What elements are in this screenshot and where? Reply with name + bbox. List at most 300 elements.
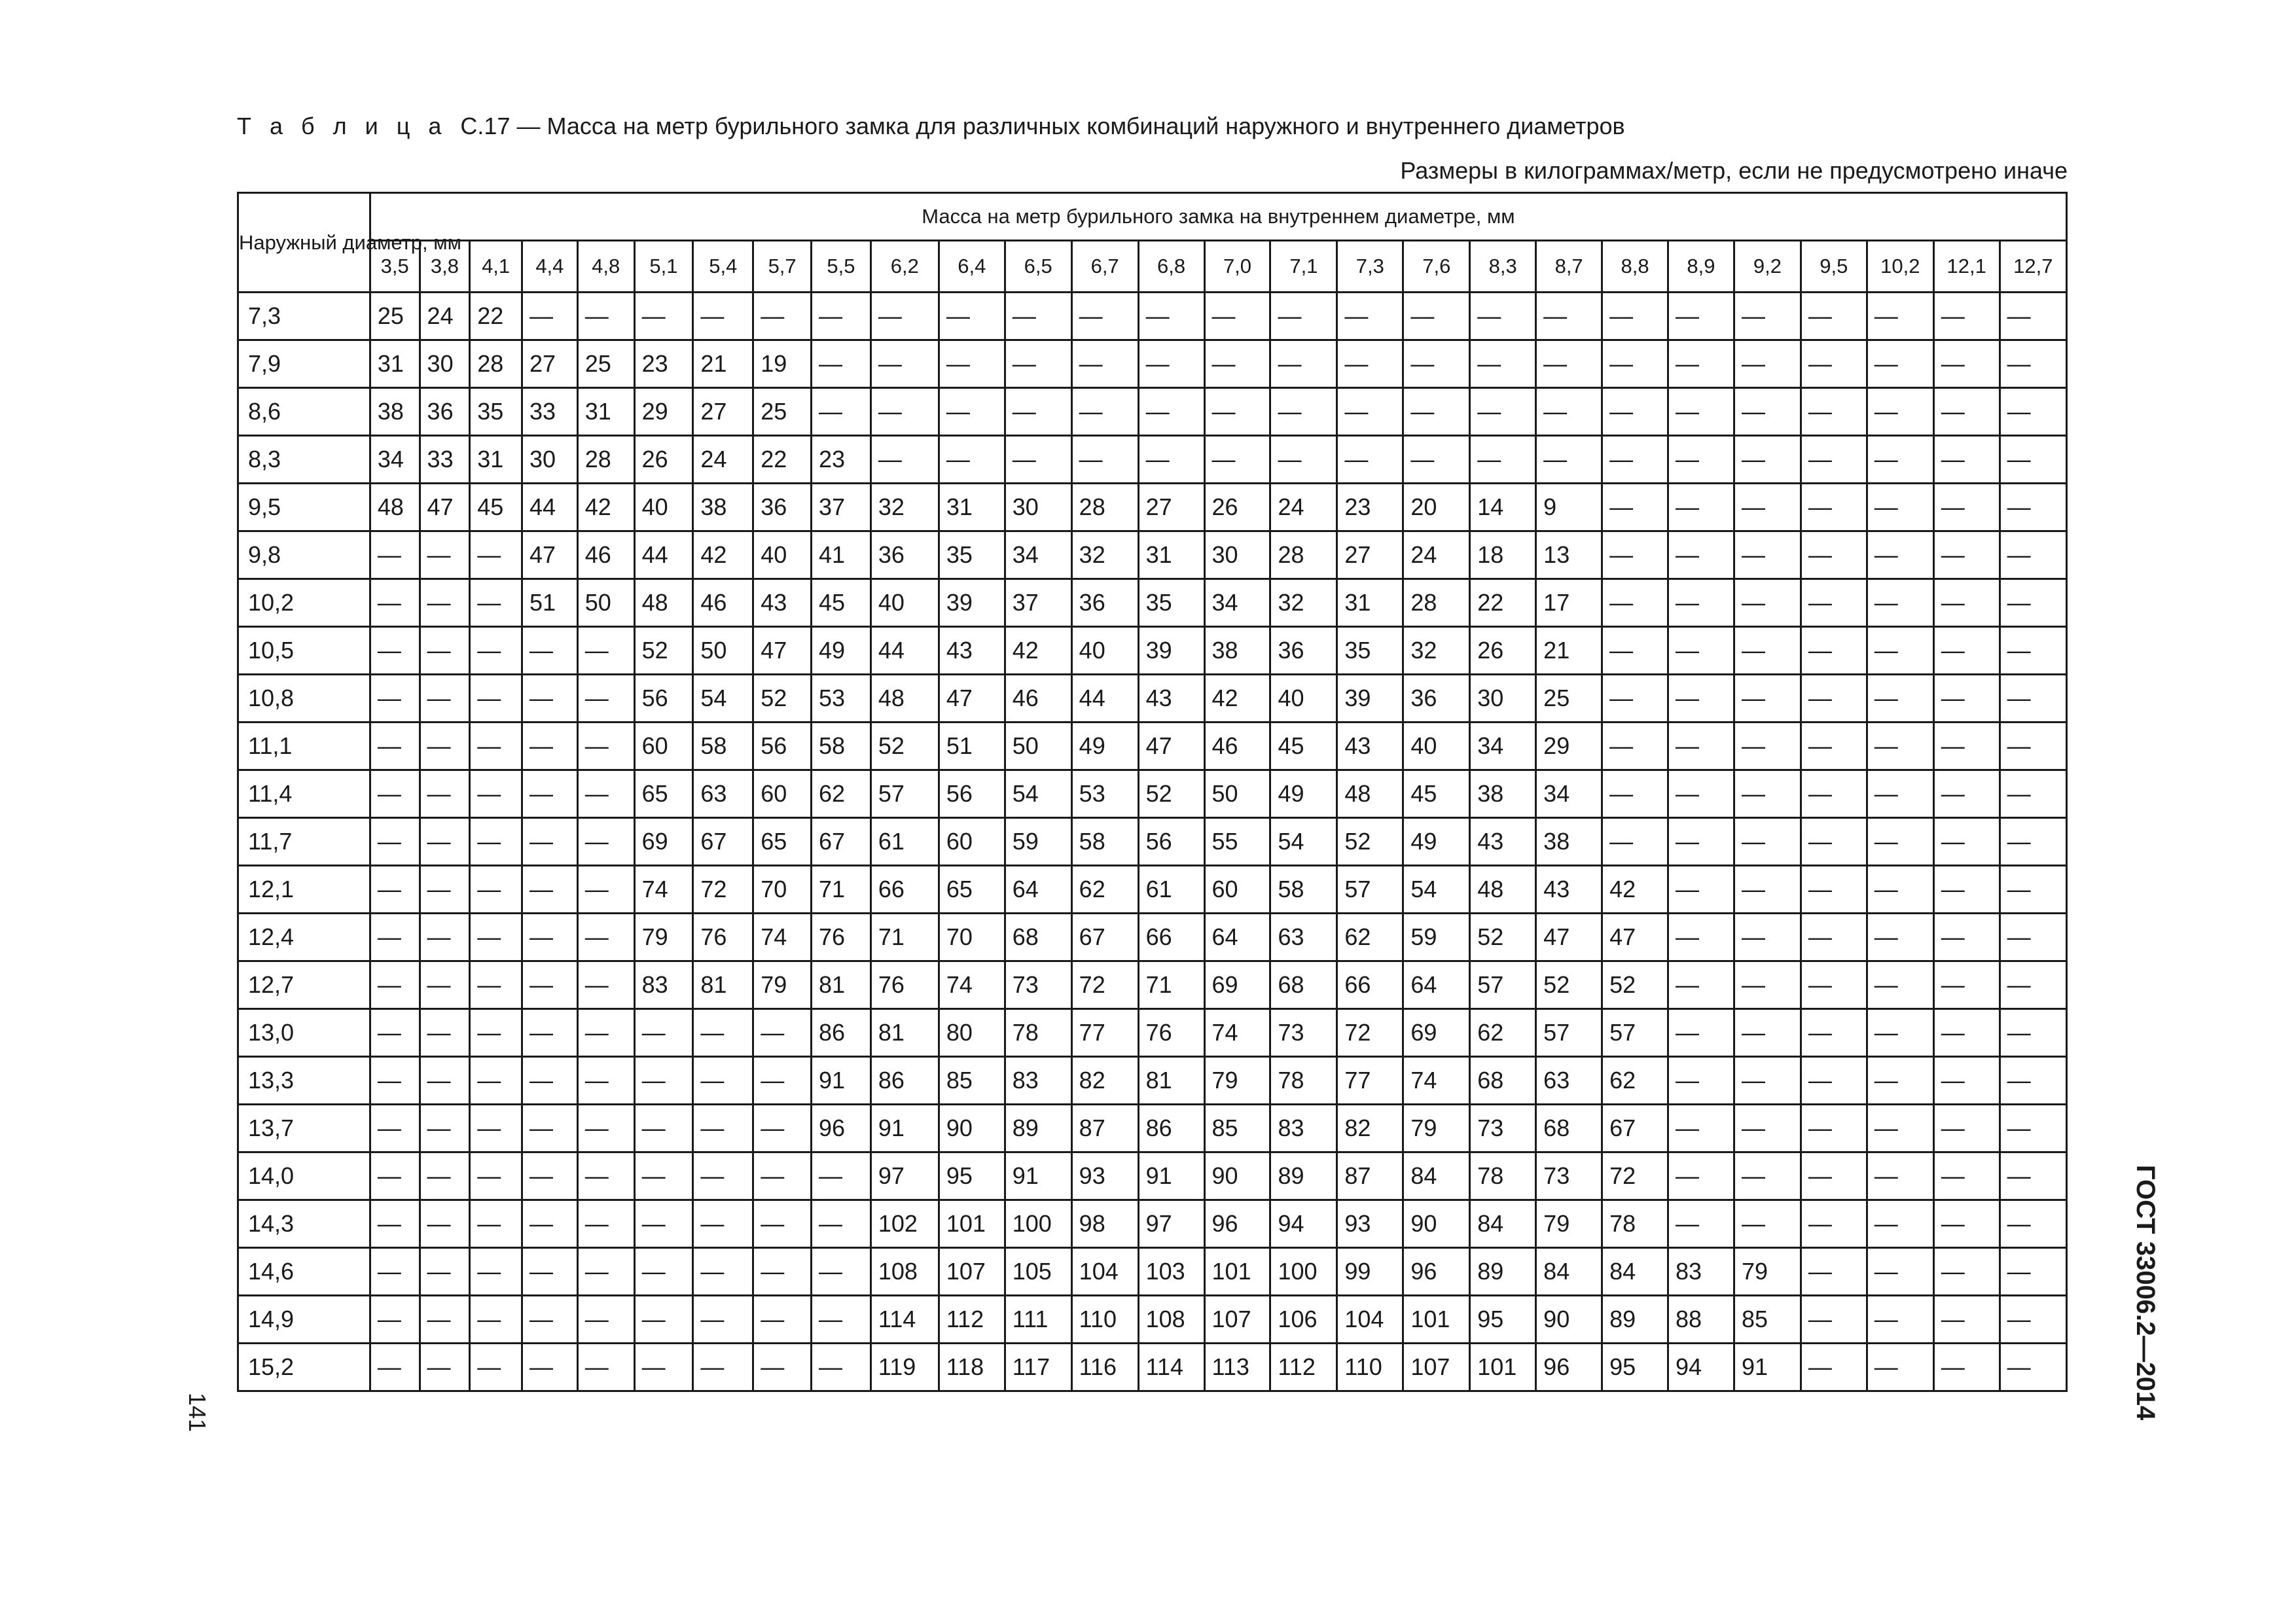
mass-cell: — [1138, 340, 1204, 388]
mass-cell: 73 [1270, 1009, 1337, 1057]
mass-cell: 62 [1602, 1057, 1668, 1105]
mass-cell: — [522, 961, 577, 1009]
mass-cell: — [1933, 1105, 2000, 1152]
mass-cell: 25 [1536, 675, 1602, 722]
mass-cell: 107 [939, 1248, 1005, 1296]
mass-cell: 72 [1337, 1009, 1403, 1057]
mass-cell: — [2000, 627, 2066, 675]
mass-cell: — [370, 675, 420, 722]
mass-cell: 52 [870, 722, 939, 770]
group-header: Масса на метр бурильного замка на внутреннем диаметре, мм [370, 193, 2066, 241]
mass-cell: 36 [753, 484, 812, 531]
mass-cell: — [870, 388, 939, 436]
mass-cell: — [1933, 866, 2000, 914]
mass-cell: 79 [753, 961, 812, 1009]
mass-cell: — [2000, 1248, 2066, 1296]
mass-cell: 55 [1204, 818, 1270, 866]
mass-cell: — [420, 1152, 470, 1200]
table-row [238, 770, 2067, 818]
mass-cell: — [1734, 1200, 1801, 1248]
mass-cell: 33 [522, 388, 577, 436]
mass-cell: 22 [1470, 579, 1536, 627]
mass-cell: 49 [1270, 770, 1337, 818]
column-header: 4,4 [522, 241, 577, 293]
mass-cell: — [577, 722, 634, 770]
mass-cell: — [470, 1344, 522, 1391]
outer-diameter-cell: 10,8 [238, 675, 370, 722]
mass-cell: 86 [1138, 1105, 1204, 1152]
mass-cell: 96 [1536, 1344, 1602, 1391]
mass-cell: 71 [870, 914, 939, 961]
mass-cell: — [1536, 340, 1602, 388]
mass-cell: — [1867, 1057, 1933, 1105]
mass-cell: — [522, 818, 577, 866]
mass-cell: — [1470, 293, 1536, 340]
mass-cell: — [420, 579, 470, 627]
mass-cell: — [1801, 1200, 1867, 1248]
mass-cell: 34 [1005, 531, 1071, 579]
mass-cell: 32 [870, 484, 939, 531]
mass-cell: — [753, 1057, 812, 1105]
mass-cell: — [2000, 722, 2066, 770]
mass-cell: 113 [1204, 1344, 1270, 1391]
mass-cell: — [2000, 770, 2066, 818]
mass-cell: 117 [1005, 1344, 1071, 1391]
outer-diameter-cell: 12,1 [238, 866, 370, 914]
mass-cell: 23 [1337, 484, 1403, 531]
mass-cell: 39 [1337, 675, 1403, 722]
mass-cell: 52 [1536, 961, 1602, 1009]
mass-cell: 68 [1270, 961, 1337, 1009]
mass-cell: — [2000, 1105, 2066, 1152]
mass-cell: — [1602, 627, 1668, 675]
mass-cell: — [420, 770, 470, 818]
outer-diameter-cell: 10,2 [238, 579, 370, 627]
outer-diameter-cell: 15,2 [238, 1344, 370, 1391]
mass-cell: 59 [1403, 914, 1470, 961]
mass-cell: — [577, 866, 634, 914]
mass-cell: 60 [753, 770, 812, 818]
mass-cell: — [577, 914, 634, 961]
mass-cell: 67 [1071, 914, 1138, 961]
mass-cell: — [634, 1057, 693, 1105]
mass-cell: 24 [693, 436, 753, 484]
mass-cell: 77 [1071, 1009, 1138, 1057]
mass-cell: 38 [693, 484, 753, 531]
mass-cell: — [1801, 866, 1867, 914]
mass-cell: 59 [1005, 818, 1071, 866]
mass-cell: — [522, 1248, 577, 1296]
mass-cell: 29 [1536, 722, 1602, 770]
mass-cell: 52 [1602, 961, 1668, 1009]
mass-cell: 60 [634, 722, 693, 770]
mass-cell: — [1801, 770, 1867, 818]
mass-cell: 46 [577, 531, 634, 579]
table-row [238, 1009, 2067, 1057]
mass-cell: 95 [1602, 1344, 1668, 1391]
mass-cell: 83 [1005, 1057, 1071, 1105]
mass-cell: — [1867, 484, 1933, 531]
mass-cell: 34 [370, 436, 420, 484]
mass-cell: — [522, 293, 577, 340]
mass-cell: 43 [753, 579, 812, 627]
column-header: 5,1 [634, 241, 693, 293]
mass-cell: — [1867, 1009, 1933, 1057]
mass-cell: — [420, 722, 470, 770]
mass-cell: — [1668, 866, 1734, 914]
mass-cell: — [577, 675, 634, 722]
mass-cell: 76 [812, 914, 871, 961]
mass-cell: — [2000, 1296, 2066, 1344]
mass-cell: — [939, 388, 1005, 436]
mass-cell: — [1270, 436, 1337, 484]
mass-cell: — [1204, 388, 1270, 436]
mass-cell: 104 [1071, 1248, 1138, 1296]
mass-cell: 61 [870, 818, 939, 866]
mass-cell: — [1668, 1009, 1734, 1057]
mass-cell: 48 [1470, 866, 1536, 914]
mass-cell: 78 [1470, 1152, 1536, 1200]
column-header: 6,2 [870, 241, 939, 293]
caption-label: Т а б л и ц а [237, 113, 448, 139]
mass-cell: 84 [1602, 1248, 1668, 1296]
mass-cell: — [470, 531, 522, 579]
mass-cell: — [2000, 1057, 2066, 1105]
mass-cell: — [2000, 484, 2066, 531]
mass-cell: — [1071, 340, 1138, 388]
mass-cell: — [870, 340, 939, 388]
mass-cell: 28 [470, 340, 522, 388]
mass-cell: — [1734, 818, 1801, 866]
mass-cell: — [1933, 818, 2000, 866]
column-header: 8,3 [1470, 241, 1536, 293]
outer-diameter-cell: 11,7 [238, 818, 370, 866]
mass-cell: — [812, 1200, 871, 1248]
mass-cell: — [1403, 293, 1470, 340]
mass-cell: — [1734, 388, 1801, 436]
table-row [238, 579, 2067, 627]
table-row [238, 1344, 2067, 1391]
mass-cell: 38 [1204, 627, 1270, 675]
mass-cell: 77 [1337, 1057, 1403, 1105]
mass-cell: — [522, 1152, 577, 1200]
mass-cell: 24 [1270, 484, 1337, 531]
mass-cell: 45 [470, 484, 522, 531]
mass-cell: — [753, 1344, 812, 1391]
mass-cell: 30 [420, 340, 470, 388]
mass-cell: 97 [870, 1152, 939, 1200]
mass-cell: 88 [1668, 1296, 1734, 1344]
mass-cell: — [577, 1009, 634, 1057]
mass-cell: 54 [1005, 770, 1071, 818]
caption-text: С.17 — Масса на метр бурильного замка для различных комбинаций наружного и внутреннего диаметров [460, 113, 1625, 139]
mass-cell: 100 [1005, 1200, 1071, 1248]
mass-cell: 84 [1470, 1200, 1536, 1248]
table-row [238, 1057, 2067, 1105]
mass-cell: 91 [1005, 1152, 1071, 1200]
mass-cell: 67 [812, 818, 871, 866]
mass-cell: — [370, 1296, 420, 1344]
mass-cell: 33 [420, 436, 470, 484]
mass-cell: 67 [1602, 1105, 1668, 1152]
mass-cell: — [1602, 484, 1668, 531]
mass-cell: — [2000, 1152, 2066, 1200]
mass-cell: — [2000, 914, 2066, 961]
outer-diameter-cell: 14,3 [238, 1200, 370, 1248]
mass-cell: 45 [1270, 722, 1337, 770]
mass-cell: 38 [1470, 770, 1536, 818]
mass-cell: — [1933, 340, 2000, 388]
mass-cell: 29 [634, 388, 693, 436]
mass-cell: 58 [1270, 866, 1337, 914]
mass-cell: — [522, 770, 577, 818]
mass-cell: 31 [470, 436, 522, 484]
table-row [238, 961, 2067, 1009]
mass-cell: — [634, 1200, 693, 1248]
mass-cell: — [370, 722, 420, 770]
mass-cell: — [370, 579, 420, 627]
mass-cell: — [470, 1248, 522, 1296]
table-row [238, 722, 2067, 770]
mass-cell: — [1867, 961, 1933, 1009]
mass-cell: 51 [939, 722, 1005, 770]
mass-cell: — [1801, 340, 1867, 388]
mass-cell: — [370, 914, 420, 961]
mass-cell: — [1867, 914, 1933, 961]
mass-cell: — [1602, 388, 1668, 436]
mass-cell: — [1668, 579, 1734, 627]
column-header: 7,3 [1337, 241, 1403, 293]
mass-cell: — [470, 1009, 522, 1057]
mass-cell: — [577, 961, 634, 1009]
mass-cell: 27 [693, 388, 753, 436]
mass-cell: — [522, 1296, 577, 1344]
mass-cell: 27 [1337, 531, 1403, 579]
mass-cell: 45 [1403, 770, 1470, 818]
mass-cell: 68 [1005, 914, 1071, 961]
mass-cell: 35 [470, 388, 522, 436]
mass-cell: 60 [1204, 866, 1270, 914]
mass-cell: 58 [812, 722, 871, 770]
mass-cell: — [370, 1200, 420, 1248]
mass-cell: 79 [1536, 1200, 1602, 1248]
mass-cell: — [1933, 1009, 2000, 1057]
mass-cell: — [2000, 866, 2066, 914]
mass-cell: 81 [870, 1009, 939, 1057]
column-header: 7,6 [1403, 241, 1470, 293]
mass-cell: 43 [1138, 675, 1204, 722]
table-row [238, 388, 2067, 436]
mass-cell: 76 [693, 914, 753, 961]
mass-cell: — [634, 1152, 693, 1200]
column-header: 8,8 [1602, 241, 1668, 293]
mass-cell: — [693, 1009, 753, 1057]
mass-cell: — [1867, 1200, 1933, 1248]
mass-cell: 96 [1403, 1248, 1470, 1296]
mass-cell: — [1734, 293, 1801, 340]
mass-cell: — [1602, 340, 1668, 388]
mass-cell: — [1801, 675, 1867, 722]
mass-cell: 43 [1470, 818, 1536, 866]
mass-cell: — [1801, 293, 1867, 340]
mass-cell: — [1337, 388, 1403, 436]
mass-cell: — [939, 340, 1005, 388]
mass-cell: — [1668, 627, 1734, 675]
mass-cell: 82 [1337, 1105, 1403, 1152]
mass-cell: 101 [1204, 1248, 1270, 1296]
mass-cell: — [522, 1057, 577, 1105]
mass-cell: 82 [1071, 1057, 1138, 1105]
table-row [238, 293, 2067, 340]
mass-cell: — [420, 531, 470, 579]
mass-cell: 31 [577, 388, 634, 436]
mass-cell: 112 [939, 1296, 1005, 1344]
mass-cell: — [812, 1248, 871, 1296]
mass-cell: 79 [1204, 1057, 1270, 1105]
mass-cell: 23 [812, 436, 871, 484]
mass-cell: — [470, 579, 522, 627]
mass-cell: — [1867, 340, 1933, 388]
mass-cell: — [370, 1009, 420, 1057]
mass-cell: 57 [1470, 961, 1536, 1009]
mass-cell: — [1668, 914, 1734, 961]
mass-cell: 20 [1403, 484, 1470, 531]
mass-cell: — [1867, 675, 1933, 722]
mass-cell: 71 [812, 866, 871, 914]
mass-cell: — [693, 1344, 753, 1391]
mass-cell: — [1933, 770, 2000, 818]
mass-cell: 80 [939, 1009, 1005, 1057]
outer-diameter-cell: 7,9 [238, 340, 370, 388]
mass-cell: 89 [1270, 1152, 1337, 1200]
mass-cell: — [1204, 436, 1270, 484]
mass-cell: 47 [1138, 722, 1204, 770]
mass-cell: 97 [1138, 1200, 1204, 1248]
mass-cell: 74 [1204, 1009, 1270, 1057]
mass-cell: 98 [1071, 1200, 1138, 1248]
mass-cell: — [1734, 436, 1801, 484]
mass-cell: — [420, 1105, 470, 1152]
mass-cell: — [420, 675, 470, 722]
mass-cell: — [1933, 293, 2000, 340]
mass-cell: — [1734, 914, 1801, 961]
mass-cell: 40 [753, 531, 812, 579]
mass-cell: — [522, 1009, 577, 1057]
mass-cell: — [1867, 866, 1933, 914]
mass-cell: 89 [1602, 1296, 1668, 1344]
mass-cell: 81 [812, 961, 871, 1009]
mass-cell: — [1005, 293, 1071, 340]
mass-cell: 31 [1337, 579, 1403, 627]
mass-cell: — [1005, 340, 1071, 388]
mass-cell: 49 [1071, 722, 1138, 770]
mass-cell: — [1933, 579, 2000, 627]
mass-cell: — [1668, 1152, 1734, 1200]
mass-cell: — [1867, 1152, 1933, 1200]
mass-cell: 34 [1470, 722, 1536, 770]
mass-cell: 37 [812, 484, 871, 531]
mass-cell: 62 [1071, 866, 1138, 914]
mass-cell: — [1734, 531, 1801, 579]
mass-cell: — [1734, 484, 1801, 531]
mass-cell: 66 [1337, 961, 1403, 1009]
mass-cell: 40 [1270, 675, 1337, 722]
mass-cell: — [420, 627, 470, 675]
mass-cell: 34 [1204, 579, 1270, 627]
mass-cell: — [1933, 627, 2000, 675]
mass-cell: — [1867, 436, 1933, 484]
mass-cell: — [370, 1057, 420, 1105]
mass-cell: — [1138, 436, 1204, 484]
mass-cell: — [1933, 914, 2000, 961]
mass-cell: — [1801, 722, 1867, 770]
mass-cell: 37 [1005, 579, 1071, 627]
mass-cell: 94 [1668, 1344, 1734, 1391]
mass-cell: 52 [1470, 914, 1536, 961]
mass-cell: 107 [1403, 1344, 1470, 1391]
mass-cell: 72 [1602, 1152, 1668, 1200]
mass-cell: 17 [1536, 579, 1602, 627]
mass-cell: 68 [1470, 1057, 1536, 1105]
mass-cell: — [1005, 388, 1071, 436]
mass-cell: 86 [870, 1057, 939, 1105]
mass-cell: 79 [1403, 1105, 1470, 1152]
mass-cell: 36 [420, 388, 470, 436]
mass-cell: — [634, 1248, 693, 1296]
mass-cell: 84 [1403, 1152, 1470, 1200]
mass-cell: 73 [1005, 961, 1071, 1009]
mass-cell: — [1801, 1248, 1867, 1296]
mass-cell: — [1403, 340, 1470, 388]
mass-cell: 54 [1270, 818, 1337, 866]
mass-cell: — [522, 722, 577, 770]
mass-cell: — [634, 293, 693, 340]
mass-cell: 49 [1403, 818, 1470, 866]
outer-diameter-cell: 13,3 [238, 1057, 370, 1105]
mass-cell: 48 [634, 579, 693, 627]
column-header: 4,1 [470, 241, 522, 293]
mass-cell: — [1867, 579, 1933, 627]
mass-cell: 101 [1470, 1344, 1536, 1391]
mass-cell: 32 [1071, 531, 1138, 579]
mass-cell: — [577, 1057, 634, 1105]
mass-cell: 78 [1005, 1009, 1071, 1057]
mass-cell: 48 [1337, 770, 1403, 818]
mass-cell: 25 [577, 340, 634, 388]
column-header: 5,7 [753, 241, 812, 293]
outer-diameter-cell: 14,0 [238, 1152, 370, 1200]
outer-diameter-cell: 9,8 [238, 531, 370, 579]
mass-cell: 34 [1536, 770, 1602, 818]
mass-cell: 102 [870, 1200, 939, 1248]
mass-cell: 50 [693, 627, 753, 675]
mass-cell: — [1801, 1057, 1867, 1105]
table-caption [237, 113, 1625, 140]
mass-cell: 63 [693, 770, 753, 818]
mass-cell: 91 [1734, 1344, 1801, 1391]
mass-cell: — [1867, 293, 1933, 340]
page-number: 141 [184, 1393, 211, 1433]
mass-cell: 44 [634, 531, 693, 579]
mass-cell: 104 [1337, 1296, 1403, 1344]
mass-cell: — [1668, 818, 1734, 866]
mass-cell: 52 [1138, 770, 1204, 818]
mass-cell: — [1270, 340, 1337, 388]
mass-cell: — [1602, 436, 1668, 484]
mass-cell: — [1337, 293, 1403, 340]
mass-table [237, 192, 2068, 1392]
mass-cell: 54 [1403, 866, 1470, 914]
